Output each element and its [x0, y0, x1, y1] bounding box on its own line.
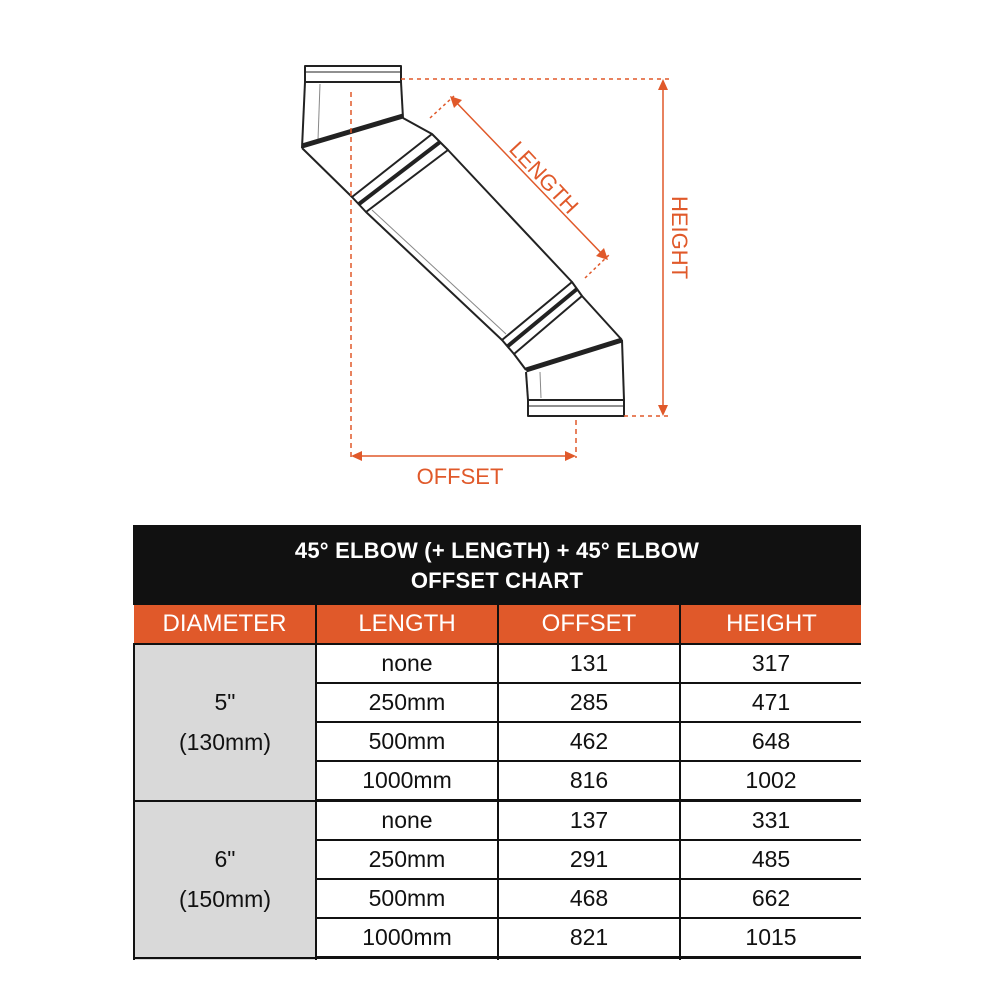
diameter-cell: [134, 644, 316, 801]
header-row: [134, 605, 861, 644]
table-row: [134, 644, 861, 683]
length-cell: none: [316, 801, 498, 841]
chart-title-line-2: OFFSET CHART: [410, 568, 584, 593]
length-cell: 500mm: [316, 722, 498, 761]
offset-cell: 291: [498, 840, 680, 879]
table-row-cut: [134, 958, 861, 961]
header-length: LENGTH: [316, 605, 498, 644]
offset-cell: 137: [498, 801, 680, 841]
diameter-inches: 5": [214, 689, 236, 716]
diameter-mm: (130mm): [178, 729, 271, 756]
height-cell: 485: [680, 840, 861, 879]
offset-cell: 821: [498, 918, 680, 958]
diameter-cell-partial: [134, 958, 316, 961]
diameter-cell: [134, 801, 316, 958]
table-row: [134, 801, 861, 841]
length-cell-partial: [316, 958, 498, 961]
length-cell: 1000mm: [316, 918, 498, 958]
offset-cell: 816: [498, 761, 680, 801]
height-cell-partial: [680, 958, 861, 961]
chart-title-line-1: 45° ELBOW (+ LENGTH) + 45° ELBOW: [294, 538, 700, 563]
offset-cell-partial: [498, 958, 680, 961]
offset-cell: 285: [498, 683, 680, 722]
chart-title: [133, 525, 861, 605]
header-offset: OFFSET: [498, 605, 680, 644]
height-cell: 1015: [680, 918, 861, 958]
height-cell: 648: [680, 722, 861, 761]
offset-cell: 462: [498, 722, 680, 761]
length-cell: 1000mm: [316, 761, 498, 801]
header-diameter: DIAMETER: [134, 605, 316, 644]
height-label: HEIGHT: [667, 196, 692, 280]
top-collar: [305, 66, 401, 82]
offset-table: [133, 605, 861, 960]
height-cell: 471: [680, 683, 861, 722]
diameter-mm: (150mm): [178, 886, 271, 912]
length-label: LENGTH: [504, 136, 584, 219]
diameter-inches: 6": [214, 846, 236, 872]
offset-chart: [133, 525, 861, 960]
height-cell: 331: [680, 801, 861, 841]
offset-cell: 131: [498, 644, 680, 683]
length-cell: 250mm: [316, 683, 498, 722]
length-cell: 250mm: [316, 840, 498, 879]
offset-label: OFFSET: [416, 464, 504, 489]
height-cell: 1002: [680, 761, 861, 801]
header-height: HEIGHT: [680, 605, 861, 644]
length-cell: 500mm: [316, 879, 498, 918]
bottom-collar: [528, 400, 624, 416]
height-cell: 662: [680, 879, 861, 918]
offset-cell: 468: [498, 879, 680, 918]
height-cell: 317: [680, 644, 861, 683]
length-cell: none: [316, 644, 498, 683]
